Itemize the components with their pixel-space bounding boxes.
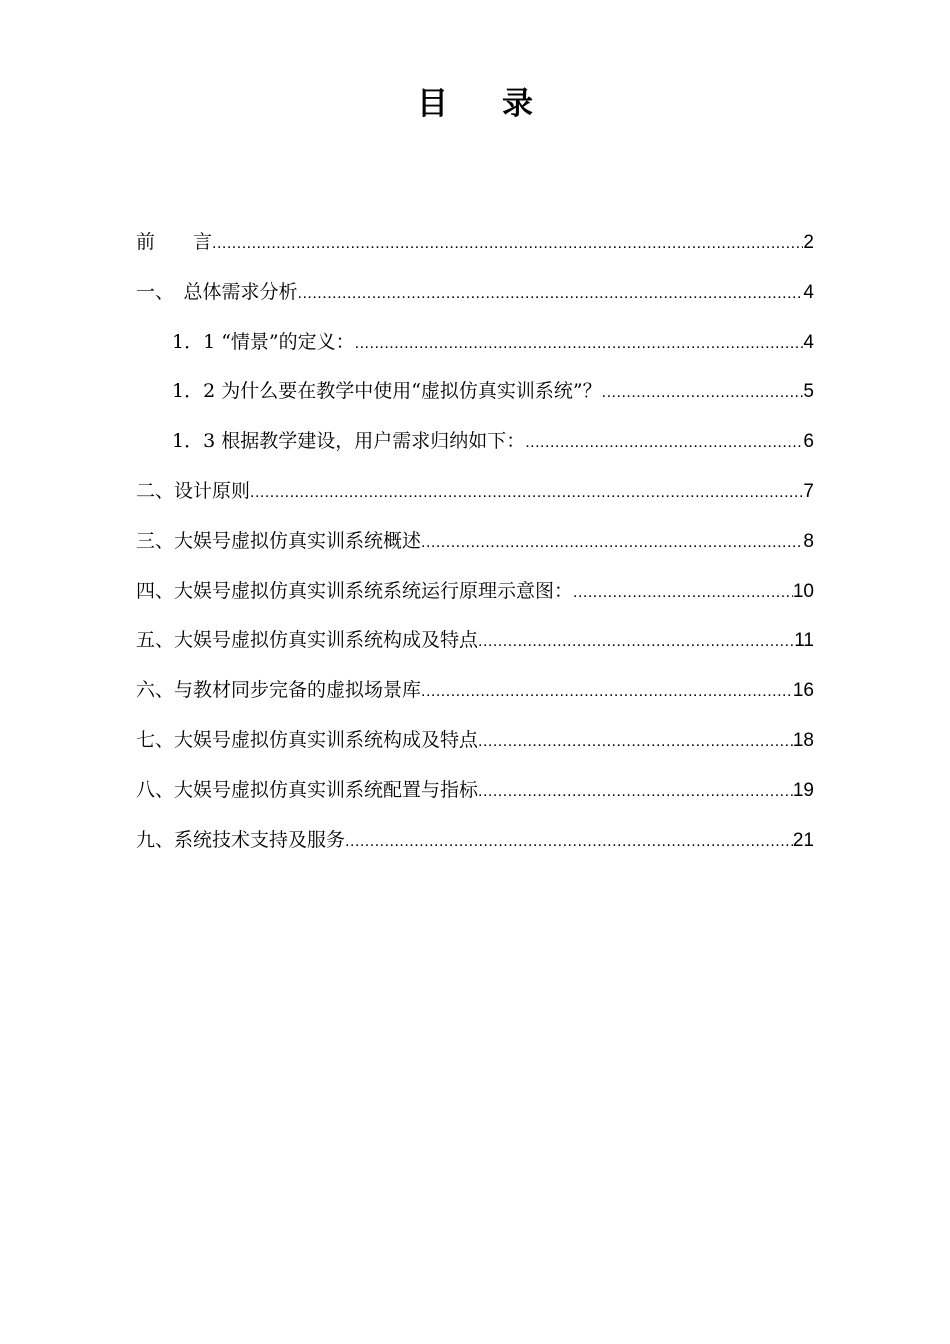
- toc-dot-leader: [478, 617, 794, 667]
- toc-entry-section-7[interactable]: [136, 716, 814, 766]
- toc-dot-leader: [478, 717, 793, 767]
- toc-dot-leader: [421, 518, 803, 568]
- toc-page-number: 16: [792, 680, 814, 702]
- toc-page-number: 2: [803, 232, 814, 253]
- toc-entry-label: 七、大娱号虚拟仿真实训系统构成及特点: [136, 728, 479, 751]
- toc-page-number: 4: [803, 331, 814, 353]
- toc-dot-leader: [355, 319, 804, 369]
- toc-entry-section-1-3[interactable]: [136, 417, 814, 467]
- toc-page-number: 5: [803, 381, 814, 403]
- toc-dot-leader: [298, 269, 804, 319]
- toc-entry-label: 四、大娱号虚拟仿真实训系统系统运行原理示意图：: [136, 579, 574, 602]
- toc-entry-section-6[interactable]: [136, 666, 814, 716]
- toc-page-number: 7: [803, 480, 814, 502]
- toc-entry-preface[interactable]: [136, 218, 814, 268]
- toc-entry-section-2[interactable]: [136, 467, 814, 517]
- page-title: [0, 82, 950, 126]
- toc-entry-label: 三、大娱号虚拟仿真实训系统概述: [136, 529, 422, 552]
- toc-page-number: 18: [792, 729, 814, 751]
- toc-dot-leader: [478, 767, 793, 817]
- toc-entry-label: 八、大娱号虚拟仿真实训系统配置与指标: [136, 778, 479, 801]
- table-of-contents: [136, 218, 814, 865]
- toc-page-number: 19: [792, 779, 814, 801]
- toc-dot-leader: [525, 418, 803, 468]
- toc-entry-section-4[interactable]: [136, 567, 814, 617]
- toc-dot-leader: [573, 568, 793, 618]
- toc-dot-leader: [250, 468, 803, 518]
- toc-page-number: 10: [792, 580, 814, 602]
- toc-entry-section-1[interactable]: [136, 268, 814, 318]
- toc-dot-leader: [345, 817, 793, 867]
- toc-entry-label: 1．1 “情景”的定义：: [172, 330, 355, 353]
- toc-entry-section-1-2[interactable]: [136, 367, 814, 417]
- toc-entry-section-8[interactable]: [136, 766, 814, 816]
- toc-entry-section-3[interactable]: [136, 517, 814, 567]
- toc-page-number: 21: [792, 829, 814, 851]
- toc-page-number: 11: [794, 630, 814, 652]
- toc-page-number: 4: [803, 281, 814, 303]
- toc-entry-section-5[interactable]: [136, 616, 814, 666]
- toc-entry-label: 二、设计原则: [136, 479, 251, 502]
- toc-entry-label: 九、系统技术支持及服务: [136, 828, 346, 851]
- toc-entry-label: 1．3 根据教学建设，用户需求归纳如下：: [172, 430, 526, 453]
- toc-entry-label: 五、大娱号虚拟仿真实训系统构成及特点: [136, 629, 479, 652]
- toc-dot-leader: [421, 667, 793, 717]
- page-title-part1: 目: [417, 86, 448, 122]
- toc-dot-leader: [602, 368, 804, 418]
- toc-entry-label: 六、与教材同步完备的虚拟场景库: [136, 679, 422, 702]
- toc-page-number: 6: [803, 431, 814, 453]
- page-title-part2: 录: [502, 86, 533, 122]
- toc-dot-leader: [212, 219, 803, 269]
- toc-page-number: 8: [803, 530, 814, 552]
- toc-entry-label: 一、 总体需求分析: [136, 280, 298, 303]
- toc-entry-section-9[interactable]: [136, 816, 814, 866]
- toc-entry-label: 1．2 为什么要在教学中使用“虚拟仿真实训系统”？: [172, 380, 602, 403]
- toc-entry-section-1-1[interactable]: [136, 318, 814, 368]
- toc-entry-label: 前 言: [136, 231, 213, 253]
